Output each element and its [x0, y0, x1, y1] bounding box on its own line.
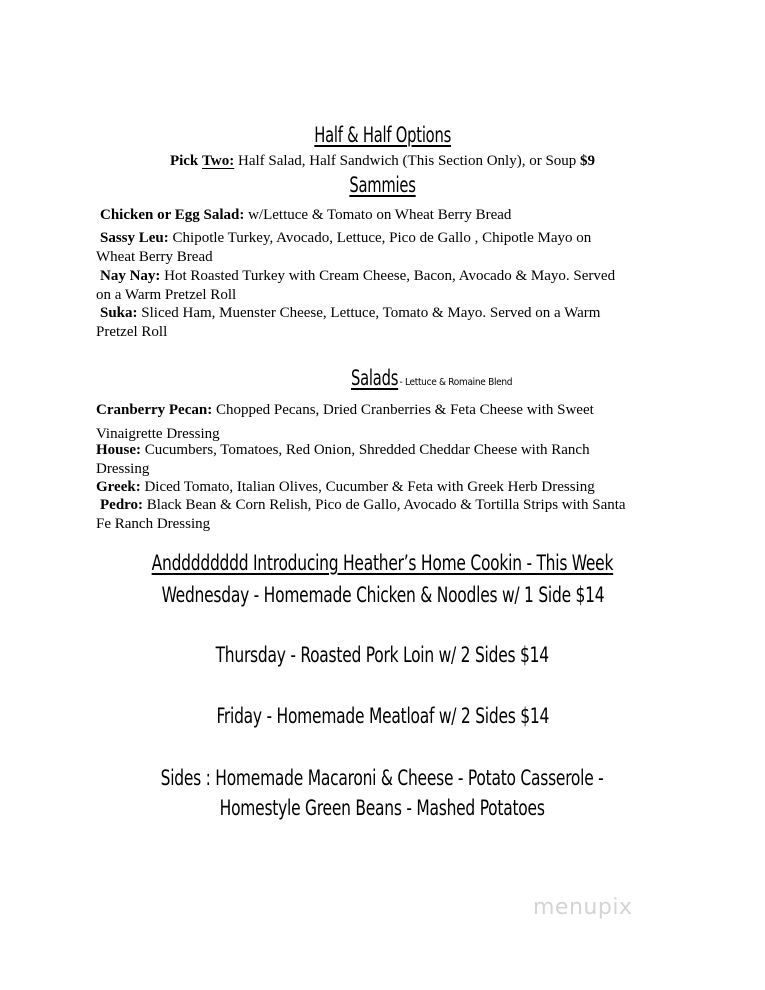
friday-special-wrap	[0, 704, 765, 728]
sammie-name: Sassy Leu:	[100, 230, 169, 246]
sammie-item-chicken-egg	[100, 206, 700, 225]
sides-line-2: Homestyle Green Beans - Mashed Potatoes	[219, 796, 545, 820]
salads-heading	[351, 366, 512, 390]
salad-item-greek	[96, 478, 716, 497]
wednesday-special-wrap	[0, 583, 765, 607]
half-half-price: $9	[580, 153, 596, 169]
salad-item-cranberry-pecan	[96, 398, 716, 446]
salad-desc: Black Bean & Corn Relish, Pico de Gallo, Avocado & Tortilla Strips with Santa	[143, 497, 626, 513]
half-half-title: Half & Half Options	[314, 123, 451, 147]
sammie-name: Suka:	[100, 305, 138, 321]
salad-desc-cont: Fe Ranch Dressing	[96, 515, 211, 532]
sammie-name: Nay Nay:	[100, 268, 161, 284]
salad-name: House:	[96, 442, 141, 458]
sammies-title-wrap	[0, 173, 765, 197]
salad-desc: Chopped Pecans, Dried Cranberries & Feta Cheese with Sweet	[212, 402, 594, 418]
salad-item-house	[96, 441, 716, 478]
salad-desc-cont: Vinaigrette Dressing	[96, 426, 220, 442]
sides-line-2-wrap	[0, 796, 765, 820]
sammie-desc-cont: on a Warm Pretzel Roll	[96, 286, 237, 303]
pick-two-label: Two:	[202, 153, 235, 169]
sammie-desc: Chipotle Turkey, Avocado, Lettuce, Pico de Gallo , Chipotle Mayo on	[168, 230, 592, 246]
thursday-special-wrap	[0, 643, 765, 667]
sammies-title: Sammies	[349, 173, 416, 197]
thursday-special: Thursday - Roasted Pork Loin w/ 2 Sides $14	[215, 643, 550, 667]
menupix-watermark: menupix	[533, 895, 633, 920]
sammie-item-nay-nay	[96, 267, 706, 304]
friday-special: Friday - Homemade Meatloaf w/ 2 Sides $14	[216, 704, 549, 728]
salads-subtitle: - Lettuce & Romaine Blend	[399, 377, 513, 388]
pick-two-line	[0, 153, 765, 170]
home-cookin-title-wrap	[0, 551, 765, 575]
sammie-item-sassy-leu	[96, 229, 696, 266]
salad-desc-cont: Dressing	[96, 460, 150, 477]
sides-line-1-wrap	[0, 766, 765, 790]
half-half-title-wrap	[0, 123, 765, 147]
sammie-desc: Sliced Ham, Muenster Cheese, Lettuce, Tomato & Mayo. Served on a Warm	[137, 305, 601, 321]
salad-name: Greek:	[96, 479, 141, 495]
sammie-name: Chicken or Egg Salad:	[100, 207, 245, 223]
sides-line-1: Sides : Homemade Macaroni & Cheese - Potato Casserole -	[161, 766, 604, 790]
sammie-desc: w/Lettuce & Tomato on Wheat Berry Bread	[244, 207, 512, 223]
home-cookin-title: Andddddddd Introducing Heather’s Home Cookin - This Week	[151, 551, 614, 575]
sammie-desc: Hot Roasted Turkey with Cream Cheese, Bacon, Avocado & Mayo. Served	[160, 268, 616, 284]
sammie-desc-cont: Wheat Berry Bread	[96, 248, 213, 265]
wednesday-special: Wednesday - Homemade Chicken & Noodles w/ 1 Side $14	[161, 583, 604, 607]
pick-text: Half Salad, Half Sandwich (This Section Only), or Soup	[234, 153, 581, 169]
salad-name: Pedro:	[100, 497, 144, 513]
salad-desc: Cucumbers, Tomatoes, Red Onion, Shredded Cheddar Cheese with Ranch	[141, 442, 590, 458]
salads-title: Salads	[351, 366, 399, 390]
sammie-desc-cont: Pretzel Roll	[96, 323, 168, 340]
sammie-item-suka	[96, 304, 706, 341]
pick-label: Pick	[169, 153, 199, 169]
salad-name: Cranberry Pecan:	[96, 402, 213, 418]
salad-desc: Diced Tomato, Italian Olives, Cucumber & Feta with Greek Herb Dressing	[140, 479, 595, 495]
salad-item-pedro	[96, 496, 716, 533]
